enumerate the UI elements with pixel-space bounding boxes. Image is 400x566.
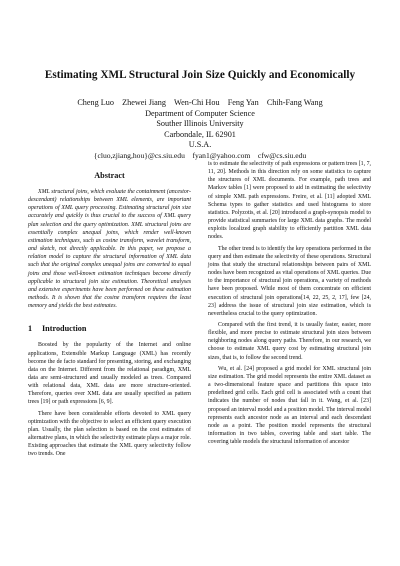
- left-column: [28, 171, 191, 459]
- author-emails: {cluo,zjiang,hou}@cs.siu.edu fyan1@yahoo.com cfw@cs.siu.edu: [93, 150, 307, 160]
- affiliation-country: U.S.A.: [188, 140, 212, 150]
- abstract-heading: Abstract: [94, 171, 125, 180]
- author-block: [20, 98, 380, 162]
- abstract-text: XML structural joins, which evaluate the containment (ancestor-descendant) relationships between XML elements, are important operations of XML query processing. Estimating structural join size accurately and quickly is thus crucial to the success of XML query plan selection and the query optimization. XML structural joins are essentially complex unequal joins, which render well-known estimation techniques, such as cosine transform, wavelet transform, and sketch, not directly applicable. In this paper, we propose a relation model to capture the structural information of XML data such that the original complex unequal joins are converted to equal joins and those well-known estimation techniques become directly applicable to structural join size estimation. Theoretical analyses and extensive experiments have been performed on these estimation methods. It is shown that the cosine transform requires the least memory and yields the best estimates.: [28, 189, 191, 310]
- author-names: Cheng Luo Zhewei Jiang Wen-Chi Hou Feng Yan Chih-Fang Wang: [77, 98, 323, 107]
- right-paragraph-4: Wu, et al. [24] proposed a grid model for XML structural join size estimation. The grid model represents the entire XML dataset as a two-dimensional feature space and partitions this space into predefined grid cells. Each grid cell is associated with a count that indicates the number of nodes that fall in it. Wang, et al. [23] proposed an interval model and a position model. The interval model represents each ancestor node as an interval and each descendant node as a point. The position model represents the structural information in two tables, covering table and start table. The covering table models the structural information of ancestor: [208, 365, 371, 446]
- right-column: [208, 160, 371, 446]
- right-paragraph-2: The other trend is to identify the key operations performed in the query and then estimate the selectivity of these operations. Structural joins that study the structural relationships between pairs of XML nodes have been recognized as vital operations of XML queries. Due to the importance of structural join operations, a variety of methods have been proposed. While most of them concentrate on efficient execution of structural join operations[14, 22, 25, 2, 17], few [24, 23] address the issue of structural join size estimation, which is nevertheless crucial to the query optimization.: [208, 245, 371, 317]
- section-number: 1: [28, 324, 33, 334]
- affiliation-department: Department of Computer Science: [145, 108, 255, 118]
- right-paragraph-3: Compared with the first trend, it is usually faster, easier, more flexible, and more precise to estimate structural join sizes between neighboring nodes along query paths. Therefore, in our research, we choose to estimate XML query cost by estimating structural join sizes, that is, to follow the second trend.: [208, 321, 371, 361]
- section-title: Introduction: [42, 324, 87, 334]
- intro-paragraph-1: Boosted by the popularity of the Internet and online applications, Extensible Markup Language (XML) has recently become the de facto standard for presenting, storing, and exchanging data on the Internet. Different from the relational paradigm, XML data are semi-structured and usually modeled as trees. Compared with relational data, XML data are more structure-oriented. Therefore, queries over XML data are usually specified as pattern trees [19] or path expressions [6, 9].: [28, 342, 191, 406]
- affiliation-city: Carbondale, IL 62901: [164, 129, 236, 139]
- right-paragraph-1: is to estimate the selectivity of path expressions or pattern trees [1, 7, 11, 20]. Methods in this direction rely on some statistics to capture the structures of XML documents. For example, path trees and Markov tables [1] were proposed to aid in estimating the selectivity of simple XML path expressions. Freire, et al. [11] adopted XML Schema types to gather statistics and used histograms to store statistics. Polyzotis, et al. [20] introduced a graph-synopsis model to provide statistical summaries for large XML data graphs. The model exploits localized graph stability to efficiently partition XML data nodes.: [208, 161, 371, 241]
- affiliation-university: Souther Illinois University: [156, 119, 244, 129]
- section-heading: [28, 324, 191, 334]
- paper-title: Estimating XML Structural Join Size Quickly and Economically: [44, 69, 356, 81]
- intro-paragraph-2: There have been considerable efforts devoted to XML query optimization with the objective to select an efficient query execution plan. Usually, the plan selection is based on the cost estimates of alternative plans, in which the selectivity estimate plays a major role. Existing approaches that estimate the XML query selectivity follow two trends. One: [28, 410, 191, 458]
